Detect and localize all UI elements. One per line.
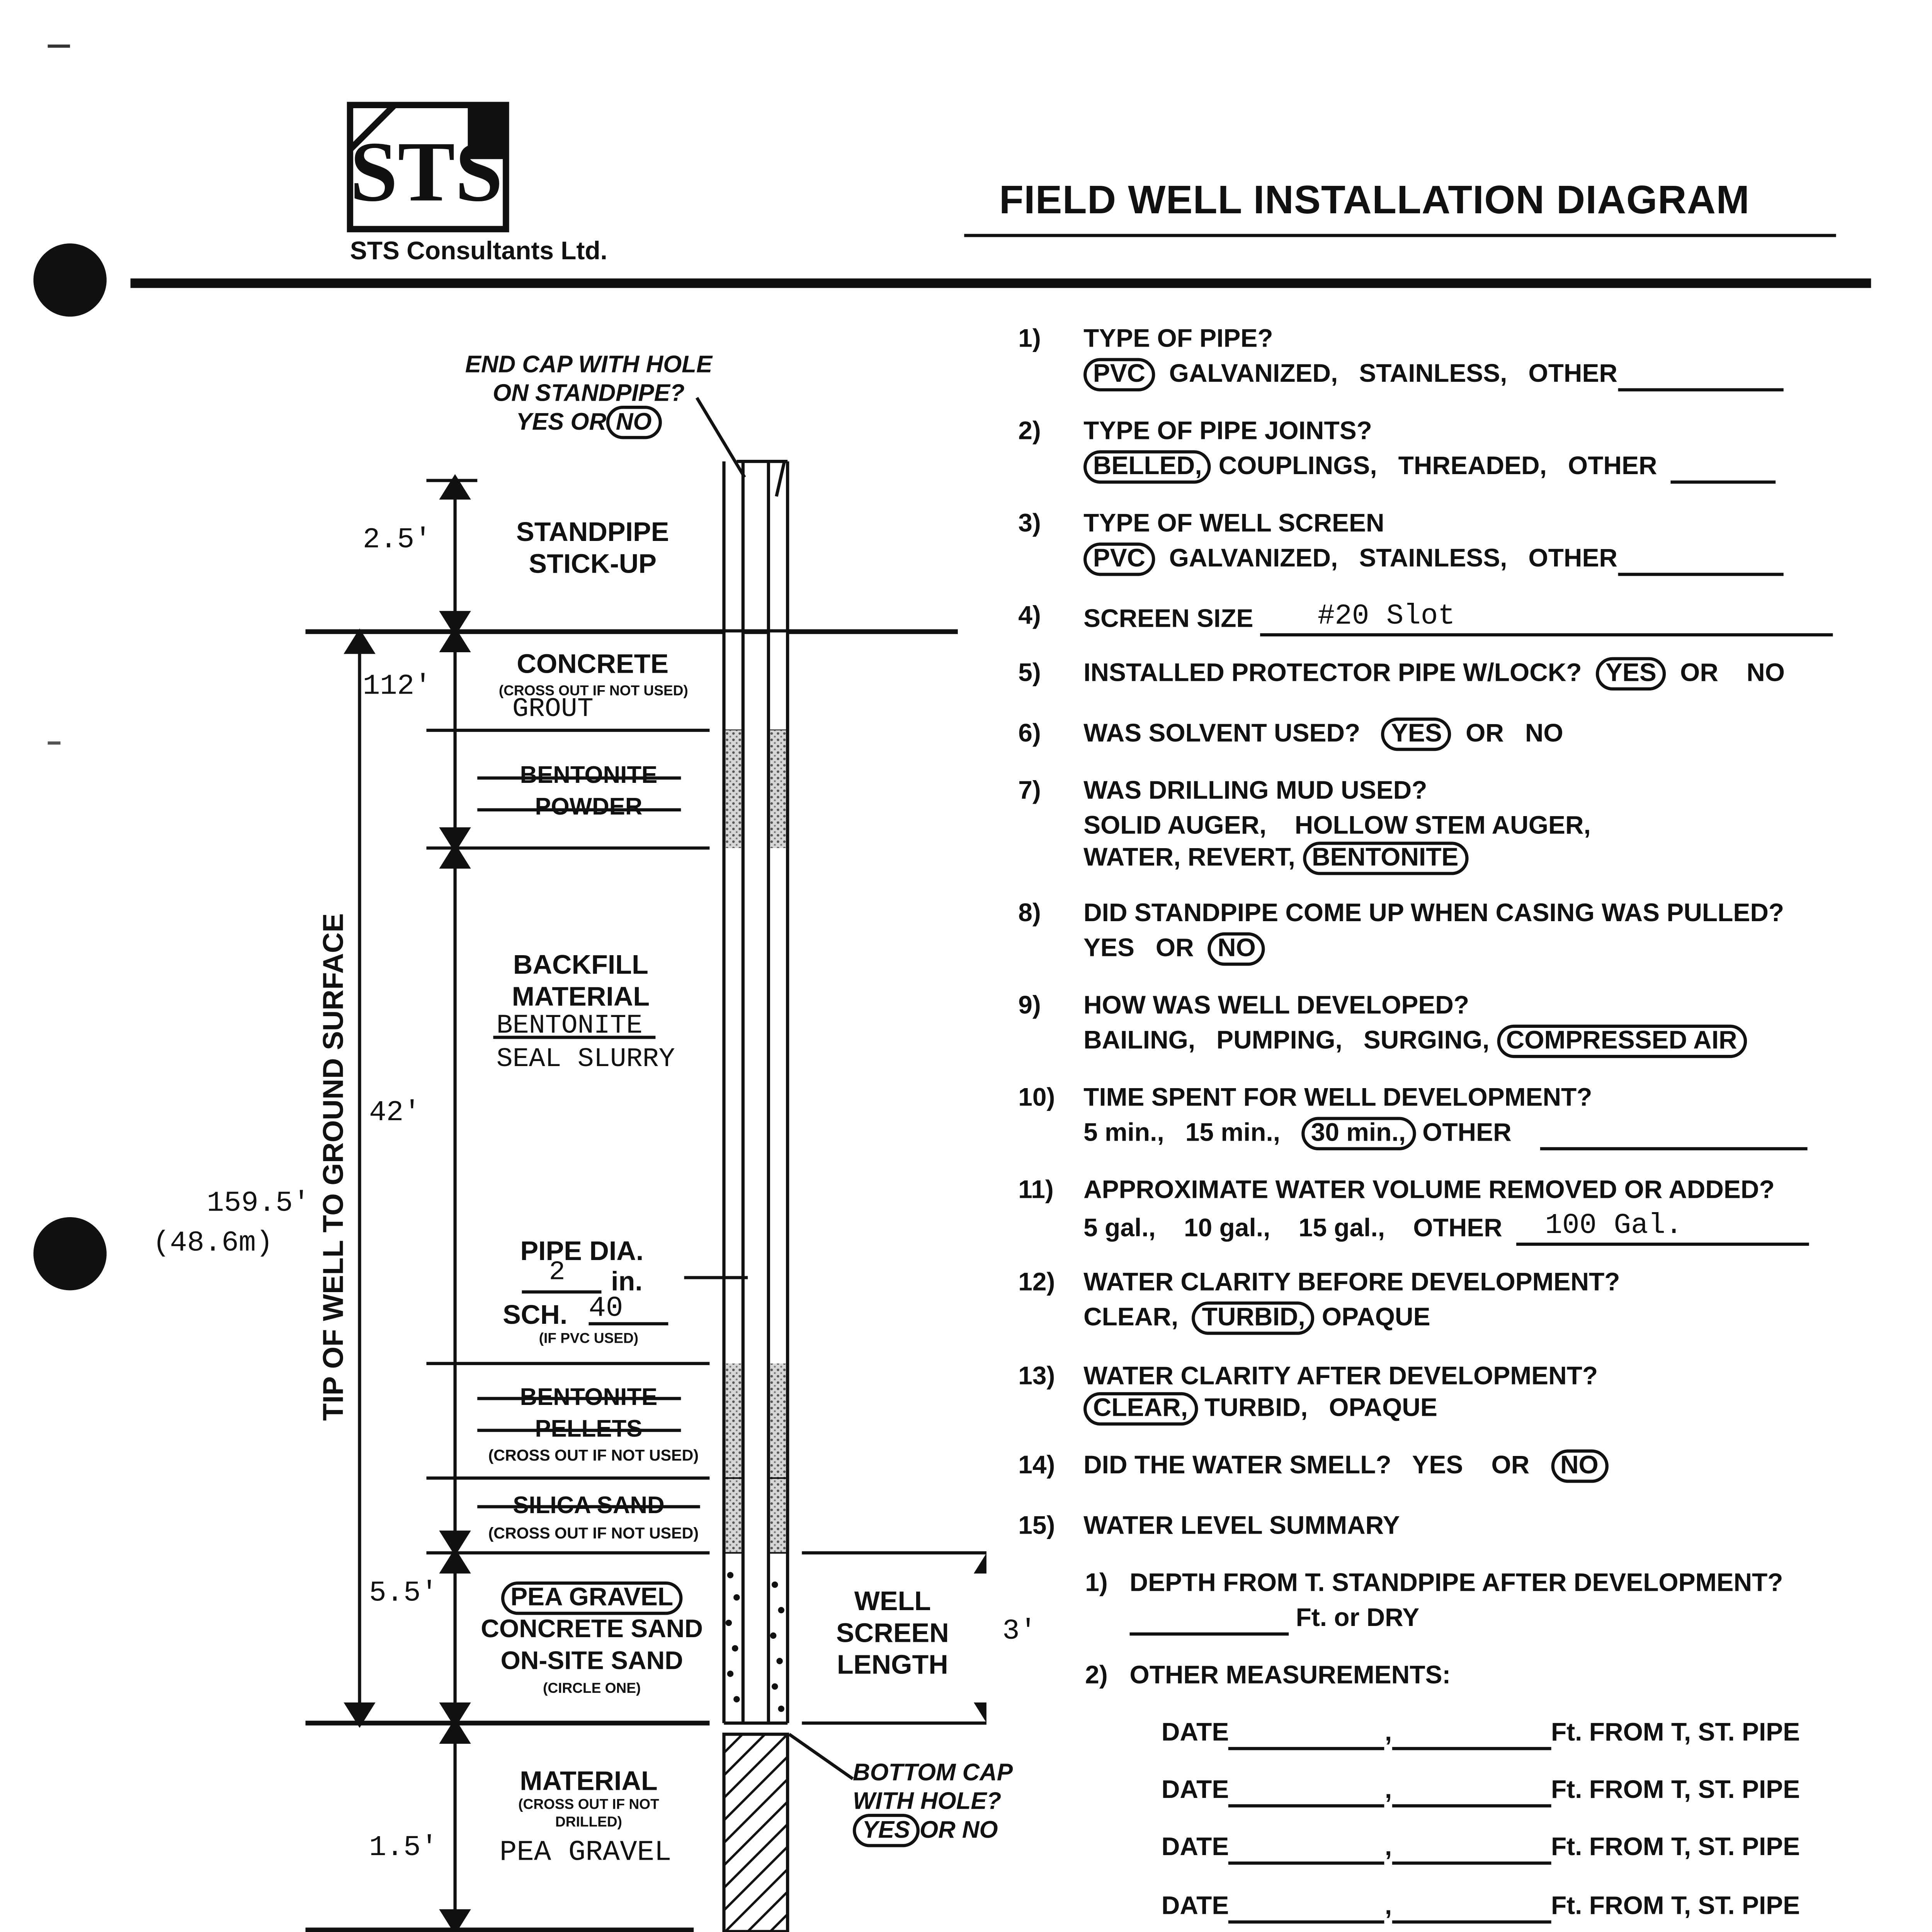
- question-text: TIME SPENT FOR WELL DEVELOPMENT?: [1083, 1085, 1592, 1112]
- question-body: [1083, 601, 1833, 636]
- option: YES: [1083, 935, 1134, 963]
- question-body: [1083, 776, 1591, 875]
- end-cap-no-circled: NO: [606, 406, 661, 439]
- option-circled: COMPRESSED AIR: [1497, 1025, 1747, 1058]
- option: THREADED,: [1398, 453, 1547, 481]
- measurement-row-body: [1162, 1776, 1800, 1807]
- question-options: [1083, 544, 1783, 576]
- question-text: TYPE OF PIPE JOINTS?: [1083, 418, 1372, 446]
- bentonite-powder-label: [477, 760, 700, 824]
- option: STAINLESS,: [1359, 546, 1507, 573]
- option: OPAQUE: [1329, 1395, 1437, 1423]
- end-cap-line-2: ON STANDPIPE?: [493, 380, 685, 408]
- option-circled: TURBID,: [1192, 1301, 1315, 1335]
- date-comma: ,: [1384, 1834, 1392, 1862]
- material-label: [477, 1766, 700, 1832]
- question-text: WATER CLARITY BEFORE DEVELOPMENT?: [1083, 1269, 1620, 1297]
- pellets-label: [477, 1383, 700, 1446]
- question-body: [1083, 1451, 1608, 1483]
- company-name: STS Consultants Ltd.: [350, 238, 608, 266]
- backfill-handwritten-2: SEAL SLURRY: [496, 1045, 675, 1076]
- total-depth-m: (48.6m): [153, 1228, 273, 1260]
- backfill-dim: 42': [369, 1098, 421, 1130]
- standpipe-line-1: STANDPIPE: [516, 517, 669, 548]
- option-circled: NO: [1551, 1449, 1608, 1483]
- circle-one-note: (CIRCLE ONE): [543, 1680, 641, 1696]
- standpipe-dim: 2.5': [362, 525, 432, 557]
- bottom-cap-answer: [853, 1817, 1013, 1845]
- question-number: 1): [1085, 1570, 1108, 1598]
- option: OTHER: [1568, 453, 1657, 481]
- option: Ft. or DRY: [1296, 1605, 1420, 1633]
- question-options: [1083, 1394, 1598, 1425]
- option-circled: BENTONITE: [1302, 842, 1468, 875]
- option-circled: NO: [1208, 932, 1265, 966]
- option: YES: [1412, 1452, 1463, 1480]
- question-number: 9): [1018, 993, 1041, 1020]
- date-label: DATE: [1161, 1720, 1229, 1747]
- option: OTHER: [1528, 546, 1617, 573]
- ft-blank: [1392, 1747, 1551, 1750]
- question-text: DEPTH FROM T. STANDPIPE AFTER DEVELOPMENT?: [1129, 1570, 1783, 1598]
- backfill-line-2: MATERIAL: [512, 981, 650, 1012]
- screen-line-3: LENGTH: [837, 1650, 948, 1680]
- question-text: TYPE OF WELL SCREEN: [1083, 510, 1384, 538]
- question-text: INSTALLED PROTECTOR PIPE W/LOCK?: [1083, 660, 1582, 687]
- bentonite-powder-line-2: POWDER: [535, 794, 643, 821]
- option: BAILING, PUMPING, SURGING,: [1083, 1027, 1490, 1055]
- question-text: DID THE WATER SMELL?: [1083, 1452, 1391, 1480]
- total-depth-ft: 159.5': [207, 1188, 310, 1221]
- answer-blank: [1617, 388, 1783, 391]
- option: 5 gal., 10 gal., 15 gal., OTHER: [1083, 1215, 1502, 1243]
- concrete-dim: 112': [362, 671, 432, 703]
- option-circled: PVC: [1083, 358, 1155, 391]
- question-body: [1083, 991, 1747, 1058]
- pvc-note: (IF PVC USED): [539, 1330, 639, 1346]
- backfill-handwritten-1: BENTONITE: [496, 1012, 643, 1043]
- question-text: APPROXIMATE WATER VOLUME REMOVED OR ADDED?: [1083, 1177, 1775, 1205]
- screen-size-value: #20 Slot: [1317, 601, 1455, 633]
- silica-note: (CROSS OUT IF NOT USED): [488, 1526, 699, 1544]
- measurement-row-body: [1162, 1718, 1800, 1750]
- pellets-line-2: PELLETS: [535, 1416, 643, 1443]
- question-text: OTHER MEASUREMENTS:: [1129, 1662, 1451, 1690]
- question-text: TYPE OF PIPE?: [1083, 326, 1273, 354]
- question-number: 2): [1085, 1662, 1108, 1690]
- screen-length-label: [808, 1586, 977, 1682]
- option: TURBID,: [1204, 1395, 1308, 1423]
- question-options: [1083, 1119, 1807, 1150]
- date-label: DATE: [1161, 1777, 1229, 1804]
- screen-line-2: SCREEN: [836, 1618, 949, 1648]
- answer-blank: [1671, 481, 1776, 484]
- option-circled: YES: [1381, 718, 1451, 751]
- question-number: 3): [1018, 510, 1041, 538]
- question-number: 8): [1018, 900, 1041, 928]
- material-note-2: DRILLED): [555, 1814, 622, 1830]
- date-blank: [1229, 1804, 1385, 1807]
- question-number: 12): [1018, 1269, 1055, 1297]
- question-options: [1083, 843, 1591, 875]
- screen-line-1: WELL: [854, 1586, 931, 1617]
- question-text: HOW WAS WELL DEVELOPED?: [1083, 993, 1469, 1020]
- date-comma: ,: [1384, 1893, 1392, 1920]
- question-body: [1083, 1083, 1807, 1150]
- title-underline: [964, 234, 1836, 237]
- material-note-1: (CROSS OUT IF NOT: [518, 1796, 659, 1812]
- question-options: [1083, 934, 1784, 966]
- question-options: [1083, 1303, 1620, 1335]
- end-cap-label: [433, 352, 745, 437]
- question-text: WATER CLARITY AFTER DEVELOPMENT?: [1083, 1363, 1598, 1391]
- sand-options: [464, 1583, 719, 1697]
- answer-blank: [1617, 573, 1783, 576]
- question-body: [1083, 899, 1784, 966]
- standpipe-line-2: STICK-UP: [529, 549, 657, 579]
- question-number: 10): [1018, 1085, 1055, 1112]
- option: OR: [1491, 1452, 1530, 1480]
- bottom-cap-yes-circled: YES: [853, 1814, 920, 1847]
- option: STAINLESS,: [1359, 361, 1507, 388]
- pea-gravel-dim: 5.5': [369, 1578, 438, 1611]
- question-number: 6): [1018, 721, 1041, 748]
- question-body: [1083, 719, 1563, 751]
- question-number: 4): [1018, 603, 1041, 630]
- date-comma: ,: [1384, 1720, 1392, 1747]
- page-title: FIELD WELL INSTALLATION DIAGRAM: [999, 178, 1750, 223]
- question-body: [1083, 659, 1785, 690]
- question-options: [1083, 452, 1776, 483]
- option: OPAQUE: [1321, 1304, 1430, 1332]
- question-body: [1083, 1176, 1809, 1246]
- option-circled: CLEAR,: [1083, 1392, 1197, 1425]
- option: GALVANIZED,: [1169, 361, 1338, 388]
- question-text: DID STANDPIPE COME UP WHEN CASING WAS PULLED?: [1083, 900, 1784, 928]
- vertical-label-text: TIP OF WELL TO GROUND SURFACE: [317, 913, 349, 1421]
- question-body: [1083, 417, 1776, 484]
- bottom-cap-label: [853, 1760, 1013, 1845]
- bottom-cap-no: OR NO: [920, 1817, 998, 1844]
- ft-blank: [1392, 1804, 1551, 1807]
- option-circled: YES: [1596, 657, 1666, 690]
- date-comma: ,: [1384, 1777, 1392, 1804]
- screen-size-blank: [1260, 601, 1833, 636]
- option: OTHER: [1422, 1120, 1512, 1147]
- option-circled: PVC: [1083, 543, 1155, 576]
- question-number: 5): [1018, 660, 1041, 687]
- question-body: [1083, 1362, 1598, 1426]
- end-cap-yes: YES OR: [516, 409, 607, 436]
- question-number: 7): [1018, 778, 1041, 805]
- question-body: [1083, 1268, 1620, 1335]
- end-cap-answer: [433, 409, 745, 437]
- question-options: [1083, 1211, 1809, 1246]
- pipe-dia-label: PIPE DIA.: [520, 1236, 644, 1267]
- ft-label: Ft. FROM T, ST. PIPE: [1551, 1720, 1800, 1747]
- question-number: 13): [1018, 1363, 1055, 1391]
- standpipe-label: [477, 517, 708, 581]
- option: 15 min.,: [1185, 1120, 1281, 1147]
- option: COUPLINGS,: [1218, 453, 1377, 481]
- option-circled: 30 min.,: [1301, 1117, 1415, 1150]
- question-options: [1083, 360, 1783, 391]
- date-blank: [1229, 1747, 1385, 1750]
- pipe-dia-unit: in.: [611, 1266, 643, 1297]
- pellets-line-1: BENTONITE: [520, 1384, 658, 1412]
- question-text: WAS DRILLING MUD USED?: [1083, 778, 1427, 805]
- onsite-sand-option: ON-SITE SAND: [500, 1648, 683, 1675]
- answer-blank: [1540, 1147, 1807, 1150]
- option-circled: BELLED,: [1083, 450, 1211, 483]
- ft-label: Ft. FROM T, ST. PIPE: [1551, 1777, 1800, 1804]
- silica-label: SILICA SAND: [513, 1492, 665, 1520]
- ft-label: Ft. FROM T, ST. PIPE: [1551, 1893, 1800, 1920]
- option: OR: [1155, 935, 1194, 963]
- backfill-label: [477, 950, 684, 1014]
- date-label: DATE: [1161, 1834, 1229, 1862]
- option: NO: [1525, 721, 1563, 748]
- sch-value: 40: [588, 1293, 623, 1325]
- question-body: [1083, 325, 1783, 391]
- question-number: 11): [1018, 1177, 1054, 1205]
- question-body: [1129, 1569, 1783, 1636]
- question-text: WAS SOLVENT USED?: [1083, 721, 1361, 748]
- concrete-sand-option: CONCRETE SAND: [481, 1616, 703, 1644]
- option: WATER, REVERT,: [1083, 845, 1295, 872]
- svg-text:STS: STS: [350, 124, 503, 219]
- question-number: 1): [1018, 326, 1041, 354]
- backfill-line-1: BACKFILL: [513, 950, 648, 980]
- date-blank: [1229, 1862, 1385, 1865]
- option: NO: [1747, 660, 1785, 687]
- question-number: 2): [1018, 418, 1041, 446]
- pea-gravel-circled: PEA GRAVEL: [501, 1582, 683, 1615]
- question-options: [1083, 1026, 1747, 1058]
- grout-label: GROUT: [512, 695, 594, 726]
- ft-blank: [1392, 1862, 1551, 1865]
- question-body: [1083, 509, 1783, 576]
- pellets-note: (CROSS OUT IF NOT USED): [488, 1448, 699, 1466]
- pipe-dia-value: 2: [549, 1259, 565, 1289]
- question-number: 15): [1018, 1513, 1055, 1540]
- date-label: DATE: [1161, 1893, 1229, 1920]
- option: 5 min.,: [1083, 1120, 1164, 1147]
- option: CLEAR,: [1083, 1304, 1179, 1332]
- volume-value: 100 Gal.: [1545, 1211, 1683, 1243]
- material-line: MATERIAL: [520, 1766, 658, 1796]
- ft-blank: [1392, 1920, 1551, 1923]
- end-cap-line-1: END CAP WITH HOLE: [465, 351, 713, 379]
- option: OTHER: [1528, 361, 1617, 388]
- question-text: WATER LEVEL SUMMARY: [1083, 1513, 1400, 1540]
- question-options: [1129, 1604, 1783, 1636]
- screen-dim: 3': [1002, 1616, 1037, 1648]
- bottom-cap-line-1: BOTTOM CAP: [853, 1760, 1013, 1787]
- material-dim: 1.5': [369, 1833, 438, 1865]
- ft-label: Ft. FROM T, ST. PIPE: [1551, 1834, 1800, 1862]
- bentonite-powder-line-1: BENTONITE: [520, 762, 658, 789]
- date-blank: [1229, 1920, 1385, 1923]
- depth-blank: [1129, 1633, 1289, 1636]
- option: OR: [1466, 721, 1504, 748]
- question-text: SCREEN SIZE: [1083, 606, 1253, 633]
- bottom-cap-line-2: WITH HOLE?: [853, 1788, 1002, 1816]
- question-number: 14): [1018, 1452, 1055, 1480]
- option: OR: [1680, 660, 1718, 687]
- measurement-row-body: [1162, 1833, 1800, 1864]
- concrete-note: (CROSS OUT IF NOT USED): [498, 682, 688, 699]
- material-handwritten: PEA GRAVEL: [499, 1837, 672, 1870]
- option: GALVANIZED,: [1169, 546, 1338, 573]
- sch-label: SCH.: [503, 1300, 568, 1330]
- concrete-label: CONCRETE: [517, 649, 669, 680]
- question-options: SOLID AUGER, HOLLOW STEM AUGER,: [1083, 813, 1591, 840]
- volume-blank: [1516, 1211, 1809, 1246]
- measurement-row-body: [1162, 1892, 1800, 1923]
